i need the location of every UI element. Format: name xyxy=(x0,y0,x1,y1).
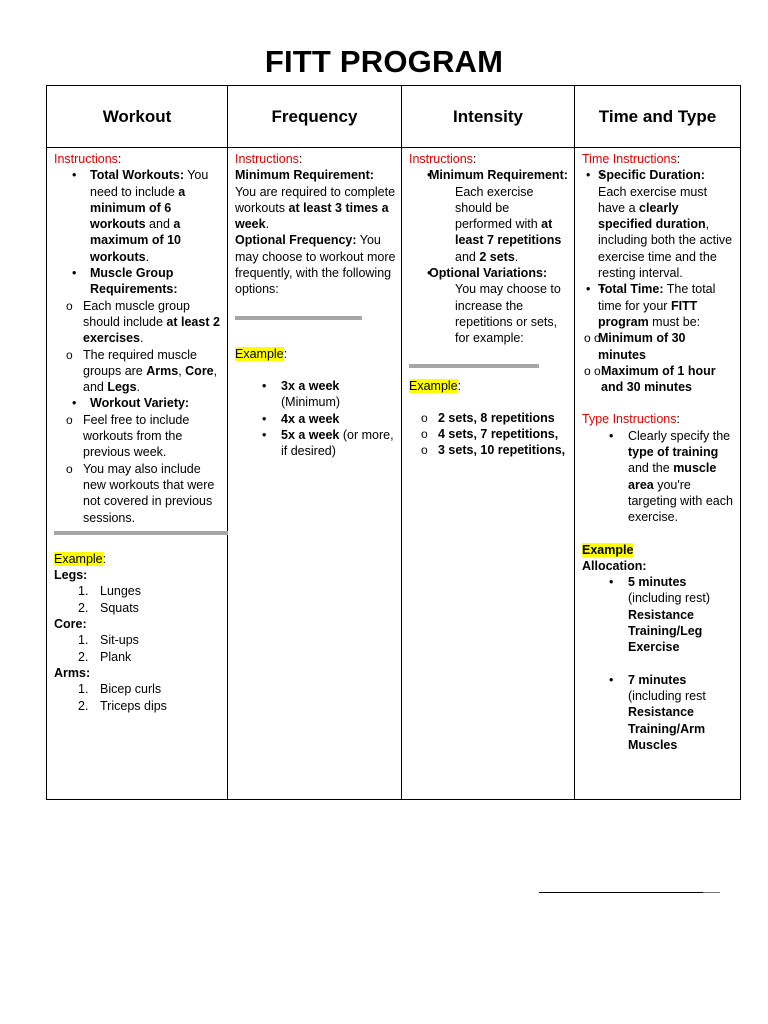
intensity-optional-text: You may choose to increase the repetitions or sets, for example: xyxy=(455,282,561,346)
type-instructions-label: Type Instructions xyxy=(582,412,677,427)
header-time-type: Time and Type xyxy=(575,86,741,148)
signature-line-end xyxy=(703,892,720,893)
list-item: • Total Workouts: You need to include a minimum of 6 workouts and a maximum of 10 workouts. xyxy=(54,167,222,265)
example-label: Example xyxy=(582,542,634,557)
list-item: • Workout Variety: xyxy=(54,395,222,411)
content-row xyxy=(47,148,741,800)
intensity-cell: Instructions: • Minimum Requirement: Each exercise should be performed with at least 7 repetitions and 2 sets. • Optional Variations: You may choose to increase the repetitions or sets, for example: Example: o 2 sets, 8 repetitions o 4 sets, 7 repetitions, o 3 sets, 10 repetitions, xyxy=(402,148,575,800)
core-label: Core: xyxy=(54,617,87,632)
header-row xyxy=(47,86,741,148)
frequency-optional-text: Optional Frequency: You may choose to workout more frequently, with the following options: xyxy=(235,233,396,297)
time-type-cell: Time Instructions: • • Specific Duration: Each exercise must have a clearly specified duration, including both the active exercise time and the resting interval. • • Total Time: The total time for your FITT program must be: o o Minimum of 30 minutes o o Maximum of 1 hour and 30 minutes Type Instructions: • Clearly specify the type of training and the muscle area you're targeting with each exercise. Example Allocation: • 5 minutes (including rest) Resistance Training/Leg Exercise • 7 minutes (including rest Resistance Training/Arm Muscles xyxy=(575,148,741,800)
allocation-label: Allocation: xyxy=(582,558,647,573)
workout-instructions-label: Instructions xyxy=(54,152,118,166)
list-item: • 5 minutes (including rest) Resistance Training/Leg Exercise xyxy=(582,574,735,655)
list-item: • Muscle Group Requirements: xyxy=(54,265,222,298)
frequency-min-text: Minimum Requirement: You are required to complete workouts at least 3 times a week. xyxy=(235,168,396,232)
list-item: o 4 sets, 7 repetitions, xyxy=(409,426,569,442)
header-workout: Workout xyxy=(47,86,228,148)
list-item: 1. Sit-ups xyxy=(78,633,139,648)
list-item: o The required muscle groups are Arms, Core, and Legs. xyxy=(54,347,222,396)
list-item: o o Maximum of 1 hour and 30 minutes xyxy=(582,363,735,396)
list-item: • 5x a week (or more, if desired) xyxy=(235,427,396,460)
list-item: o Feel free to include workouts from the previous week. xyxy=(54,412,222,461)
list-item: o You may also include new workouts that were not covered in previous sessions. xyxy=(54,461,222,526)
time-instructions-label: Time Instructions xyxy=(582,152,677,166)
workout-instructions-list xyxy=(54,167,222,297)
list-item: • Minimum Requirement: Each exercise should be performed with at least 7 repetitions and 2 sets. xyxy=(409,167,569,265)
list-item: • Optional Variations: xyxy=(409,265,569,281)
example-label: Example xyxy=(235,346,284,361)
list-item: • 3x a week (Minimum) xyxy=(235,378,396,411)
arms-label: Arms: xyxy=(54,665,91,680)
list-item: • • Specific Duration: Each exercise must have a clearly specified duration, including both the active exercise time and the resting interval. xyxy=(582,167,735,281)
frequency-instructions-label: Instructions xyxy=(235,152,299,166)
signature-line xyxy=(539,892,720,893)
list-item: • 4x a week xyxy=(235,411,396,427)
list-item: 2. Triceps dips xyxy=(78,698,167,713)
list-item: o o Minimum of 30 minutes xyxy=(582,330,735,363)
list-item: • • Total Time: The total time for your FITT program must be: xyxy=(582,281,735,330)
frequency-cell: Instructions: Minimum Requirement: You are required to complete workouts at least 3 times a week. Optional Frequency: You may choose to workout more frequently, with the following options: Example: • 3x a week (Minimum) • 4x a week • 5x a week (or more, if desired) xyxy=(228,148,402,800)
list-item: o 2 sets, 8 repetitions xyxy=(409,410,569,426)
workout-cell: Instructions: • Total Workouts: You need to include a minimum of 6 workouts and a maximum of 10 workouts. • Muscle Group Requirements: o Each muscle group should include at least 2 exercises. o The required muscle groups are Arms, Core, and Legs. • Workout Variety: o Feel free to include workouts from the previous week. o You may also include new workouts that were not covered in previous sessions. Example: Legs: 1. Lunges 2. Squats Core: 1. Sit-ups 2. Plank Arms: 1. Bicep curls 2. Triceps dips xyxy=(47,148,228,800)
example-label: Example xyxy=(54,551,103,566)
example-label: Example xyxy=(409,378,458,393)
list-item: 1. Lunges xyxy=(78,584,142,599)
list-item: • Clearly specify the type of training and the muscle area you're targeting with each exercise. xyxy=(582,428,735,526)
fitt-table xyxy=(46,85,741,800)
list-item: 2. Plank xyxy=(78,649,132,664)
list-item: 1. Bicep curls xyxy=(78,682,162,697)
list-item: 2. Squats xyxy=(78,600,139,615)
legs-label: Legs: xyxy=(54,568,88,583)
intensity-instructions-label: Instructions xyxy=(409,152,473,166)
list-item: o 3 sets, 10 repetitions, xyxy=(409,442,569,458)
list-item: o Each muscle group should include at least 2 exercises. xyxy=(54,298,222,347)
header-frequency: Frequency xyxy=(228,86,402,148)
header-intensity: Intensity xyxy=(402,86,575,148)
list-item: • 7 minutes (including rest Resistance Training/Arm Muscles xyxy=(582,672,735,753)
page-title: FITT PROGRAM xyxy=(264,44,504,79)
